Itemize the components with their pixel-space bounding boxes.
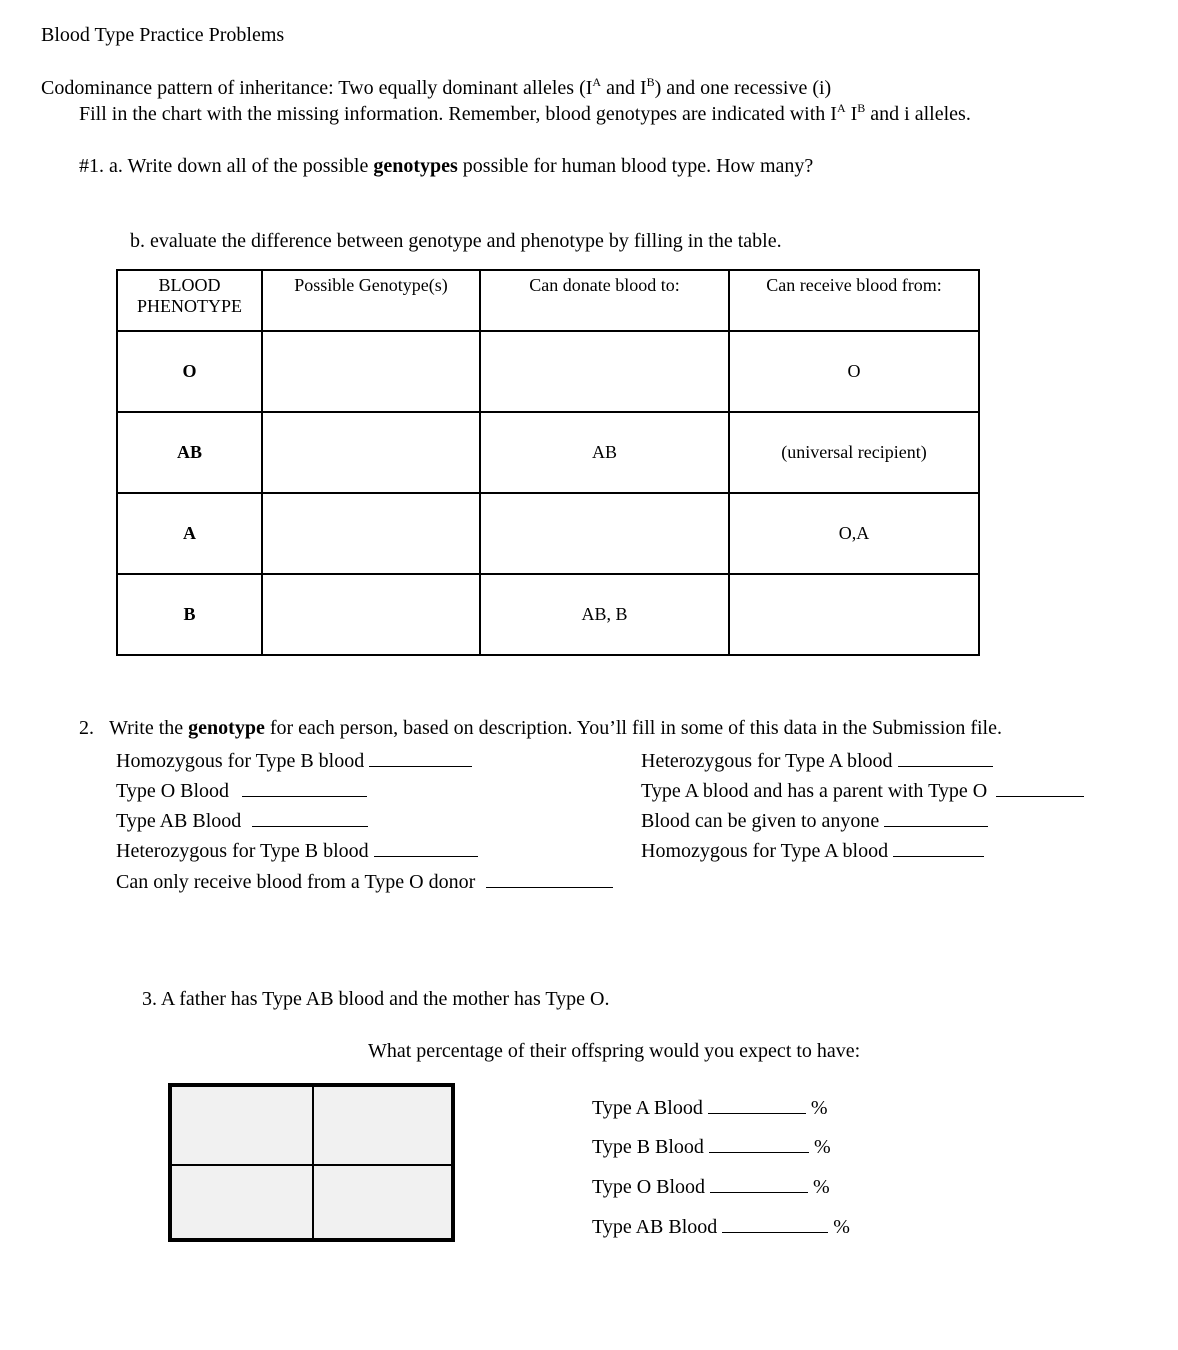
intro-line-1: Codominance pattern of inheritance: Two equally dominant alleles ($I^A$ and $I^B$) and one recessive (i) <box>41 75 832 99</box>
answer-blank[interactable] <box>486 869 613 888</box>
q2-left-item: Can only receive blood from a Type O donor <box>116 869 613 894</box>
intro-line-2: Fill in the chart with the missing information. Remember, blood genotypes are indicated with $I^A$ $I^B$ and i alleles. <box>79 101 971 125</box>
header-genotypes: Possible Genotype(s) <box>262 270 480 331</box>
question-1b: b. evaluate the difference between genotype and phenotype by filling in the table. <box>130 230 782 252</box>
table-row <box>117 493 979 574</box>
q2-left-item: Type O Blood <box>116 778 367 803</box>
donate-cell[interactable]: AB <box>480 412 729 493</box>
genotype-cell[interactable] <box>262 412 480 493</box>
percent-blank[interactable] <box>709 1134 809 1153</box>
answer-blank[interactable] <box>242 778 367 797</box>
q2-right-item: Heterozygous for Type A blood <box>641 748 993 773</box>
punnett-cell[interactable] <box>171 1086 313 1165</box>
donate-cell[interactable] <box>480 493 729 574</box>
donate-cell[interactable]: AB, B <box>480 574 729 655</box>
phenotype-cell: B <box>117 574 262 655</box>
question-2: 2. Write the genotype for each person, based on description. You’ll fill in some of this data in the Submission file. <box>79 717 1002 739</box>
percent-item: Type O Blood % <box>592 1176 830 1198</box>
q2-left-item: Homozygous for Type B blood <box>116 748 472 773</box>
q2-right-item: Blood can be given to anyone <box>641 808 988 833</box>
table-row <box>117 412 979 493</box>
blood-type-table <box>116 269 980 656</box>
percent-blank[interactable] <box>722 1214 828 1233</box>
phenotype-cell: AB <box>117 412 262 493</box>
answer-blank[interactable] <box>893 838 984 857</box>
receive-cell[interactable]: O <box>729 331 979 412</box>
genotype-cell[interactable] <box>262 331 480 412</box>
percent-item: Type A Blood % <box>592 1097 828 1119</box>
table-header-row <box>117 270 979 331</box>
genotype-cell[interactable] <box>262 574 480 655</box>
donate-cell[interactable] <box>480 331 729 412</box>
answer-blank[interactable] <box>369 748 472 767</box>
receive-cell[interactable]: O,A <box>729 493 979 574</box>
punnett-square <box>168 1083 455 1242</box>
q2-right-item: Type A blood and has a parent with Type O <box>641 778 1084 803</box>
question-3: 3. A father has Type AB blood and the mother has Type O. <box>142 988 610 1010</box>
receive-cell[interactable] <box>729 574 979 655</box>
question-1a: #1. a. Write down all of the possible genotypes possible for human blood type. How many? <box>79 155 814 177</box>
punnett-cell[interactable] <box>171 1165 313 1239</box>
answer-blank[interactable] <box>374 838 478 857</box>
receive-cell[interactable]: (universal recipient) <box>729 412 979 493</box>
header-phenotype: BLOOD PHENOTYPE <box>117 270 262 331</box>
phenotype-cell: O <box>117 331 262 412</box>
q2-right-item: Homozygous for Type A blood <box>641 838 984 863</box>
percent-blank[interactable] <box>710 1174 808 1193</box>
punnett-cell[interactable] <box>313 1086 452 1165</box>
header-donate: Can donate blood to: <box>480 270 729 331</box>
answer-blank[interactable] <box>898 748 993 767</box>
page-title: Blood Type Practice Problems <box>41 24 285 46</box>
header-receive: Can receive blood from: <box>729 270 979 331</box>
punnett-cell[interactable] <box>313 1165 452 1239</box>
q2-left-item: Type AB Blood <box>116 808 368 833</box>
answer-blank[interactable] <box>996 778 1084 797</box>
percent-blank[interactable] <box>708 1095 806 1114</box>
phenotype-cell: A <box>117 493 262 574</box>
answer-blank[interactable] <box>884 808 988 827</box>
percent-item: Type AB Blood % <box>592 1216 850 1238</box>
q2-left-item: Heterozygous for Type B blood <box>116 838 478 863</box>
question-3-prompt: What percentage of their offspring would you expect to have: <box>368 1040 861 1062</box>
table-row <box>117 574 979 655</box>
genotype-cell[interactable] <box>262 493 480 574</box>
answer-blank[interactable] <box>252 808 368 827</box>
percent-item: Type B Blood % <box>592 1136 831 1158</box>
table-row <box>117 331 979 412</box>
